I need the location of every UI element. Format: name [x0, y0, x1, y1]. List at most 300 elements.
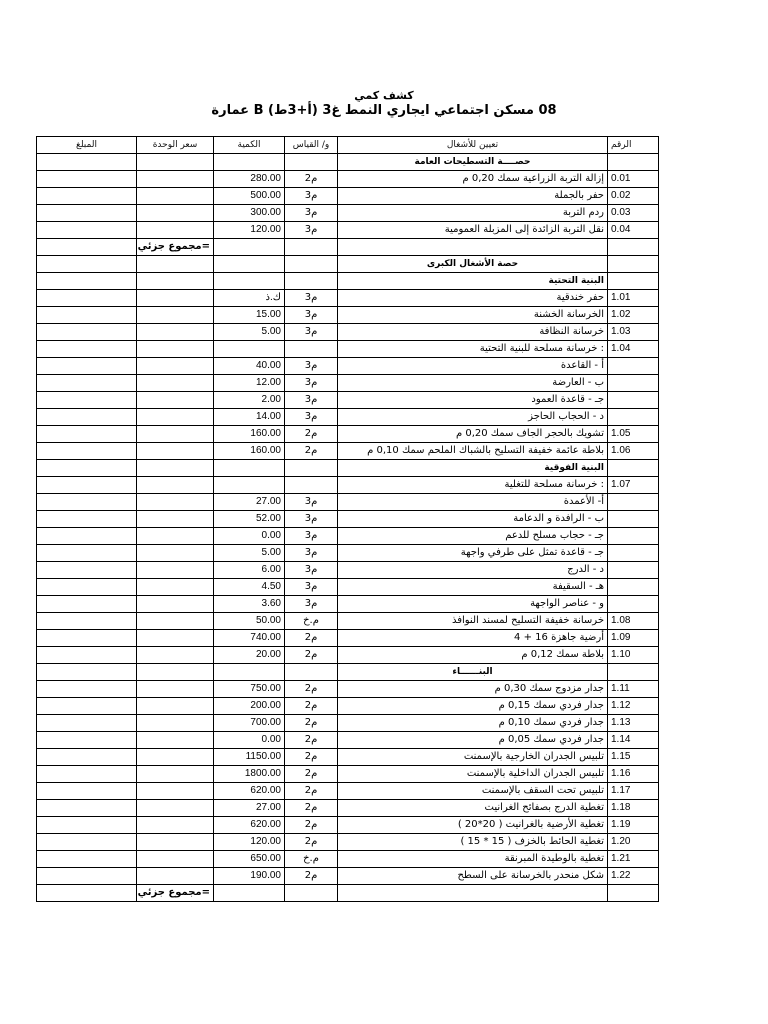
- table-row: [37, 766, 659, 783]
- unit-cell: م2: [285, 647, 338, 664]
- description-cell: أرضية جاهزة 16 + 4: [338, 630, 608, 647]
- unit-cell: م3: [285, 511, 338, 528]
- table-row: [37, 443, 659, 460]
- number-cell: [608, 885, 659, 902]
- number-cell: 0.01: [608, 171, 659, 188]
- description-cell: بلاطة سمك 0,12 م: [338, 647, 608, 664]
- amount-cell: [37, 545, 137, 562]
- quantity-cell: 160.00: [214, 426, 285, 443]
- description-cell: البنية الفوقية: [338, 460, 608, 477]
- number-cell: 1.21: [608, 851, 659, 868]
- number-cell: [608, 596, 659, 613]
- number-cell: [608, 256, 659, 273]
- unit-price-cell: [137, 681, 214, 698]
- subtotal-row: [37, 239, 659, 256]
- unit-price-cell: [137, 426, 214, 443]
- quantity-cell: 750.00: [214, 681, 285, 698]
- description-cell: هـ - السقيفة: [338, 579, 608, 596]
- quantity-cell: 620.00: [214, 817, 285, 834]
- number-cell: [608, 664, 659, 681]
- amount-cell: [37, 222, 137, 239]
- description-cell: د - الدرج: [338, 562, 608, 579]
- description-cell: تغطية الدرج بصفائح الغرانيت: [338, 800, 608, 817]
- unit-price-cell: [137, 545, 214, 562]
- quantity-cell: [214, 341, 285, 358]
- amount-cell: [37, 256, 137, 273]
- number-cell: 0.03: [608, 205, 659, 222]
- description-cell: تغطية بالوطيدة المبرنقة: [338, 851, 608, 868]
- amount-cell: [37, 783, 137, 800]
- number-cell: 1.18: [608, 800, 659, 817]
- number-cell: 1.08: [608, 613, 659, 630]
- unit-cell: م3: [285, 188, 338, 205]
- unit-price-cell: [137, 834, 214, 851]
- number-cell: 1.02: [608, 307, 659, 324]
- unit-cell: م2: [285, 426, 338, 443]
- unit-cell: م2: [285, 630, 338, 647]
- description-cell: تشويك بالحجر الجاف سمك 0,20 م: [338, 426, 608, 443]
- quantity-cell: 190.00: [214, 868, 285, 885]
- unit-price-cell: [137, 494, 214, 511]
- number-cell: [608, 392, 659, 409]
- table-row: [37, 426, 659, 443]
- amount-cell: [37, 528, 137, 545]
- number-cell: 1.10: [608, 647, 659, 664]
- table-row: [37, 613, 659, 630]
- quantity-cell: 40.00: [214, 358, 285, 375]
- unit-price-cell: [137, 800, 214, 817]
- description-cell: و - عناصر الواجهة: [338, 596, 608, 613]
- amount-cell: [37, 749, 137, 766]
- number-cell: 1.14: [608, 732, 659, 749]
- unit-price-cell: [137, 783, 214, 800]
- quantity-cell: 0.00: [214, 732, 285, 749]
- unit-cell: م3: [285, 324, 338, 341]
- unit-price-cell: [137, 817, 214, 834]
- quantity-cell: 280.00: [214, 171, 285, 188]
- description-cell: تغطية الأرضية بالغرانيت ( 20*20 ): [338, 817, 608, 834]
- amount-cell: [37, 171, 137, 188]
- unit-price-cell: [137, 443, 214, 460]
- amount-cell: [37, 579, 137, 596]
- unit-cell: م3: [285, 290, 338, 307]
- unit-price-cell: [137, 290, 214, 307]
- document-title: كشف كمي: [354, 89, 414, 102]
- amount-cell: [37, 409, 137, 426]
- header-number: الرقم: [608, 137, 659, 154]
- description-cell: حفر بالجملة: [338, 188, 608, 205]
- number-cell: [608, 154, 659, 171]
- unit-cell: [285, 341, 338, 358]
- number-cell: [608, 579, 659, 596]
- unit-cell: م2: [285, 171, 338, 188]
- number-cell: [608, 545, 659, 562]
- unit-cell: م2: [285, 715, 338, 732]
- number-cell: [608, 409, 659, 426]
- unit-price-cell: [137, 375, 214, 392]
- table-row: [37, 749, 659, 766]
- table-row: [37, 868, 659, 885]
- quantity-cell: 0.00: [214, 528, 285, 545]
- table-row: [37, 783, 659, 800]
- unit-price-cell: [137, 409, 214, 426]
- table-row: [37, 222, 659, 239]
- unit-price-cell: [137, 732, 214, 749]
- amount-cell: [37, 324, 137, 341]
- unit-cell: م3: [285, 222, 338, 239]
- unit-price-cell: [137, 154, 214, 171]
- table-row: [37, 817, 659, 834]
- table-row: [37, 528, 659, 545]
- unit-cell: م2: [285, 766, 338, 783]
- table-row: [37, 341, 659, 358]
- unit-cell: م3: [285, 494, 338, 511]
- quantity-cell: 52.00: [214, 511, 285, 528]
- number-cell: 1.07: [608, 477, 659, 494]
- unit-cell: [285, 885, 338, 902]
- header-quantity: الكمية: [214, 137, 285, 154]
- header-description: تعيين للأشغال: [338, 137, 608, 154]
- amount-cell: [37, 443, 137, 460]
- number-cell: 1.01: [608, 290, 659, 307]
- number-cell: [608, 460, 659, 477]
- quantity-cell: 120.00: [214, 834, 285, 851]
- number-cell: [608, 494, 659, 511]
- unit-cell: م2: [285, 783, 338, 800]
- quantity-cell: 15.00: [214, 307, 285, 324]
- amount-cell: [37, 205, 137, 222]
- table-row: [37, 698, 659, 715]
- section-header-row: [37, 256, 659, 273]
- quantity-cell: 5.00: [214, 545, 285, 562]
- number-cell: [608, 273, 659, 290]
- quantity-cell: [214, 239, 285, 256]
- quantity-cell: [214, 460, 285, 477]
- amount-cell: [37, 426, 137, 443]
- quantity-cell: [214, 154, 285, 171]
- amount-cell: [37, 511, 137, 528]
- unit-price-cell: [137, 698, 214, 715]
- unit-price-cell: [137, 613, 214, 630]
- number-cell: 1.06: [608, 443, 659, 460]
- quantity-cell: 12.00: [214, 375, 285, 392]
- table-row: [37, 392, 659, 409]
- unit-price-cell: [137, 358, 214, 375]
- description-cell: جـ - قاعدة العمود: [338, 392, 608, 409]
- unit-cell: م2: [285, 443, 338, 460]
- number-cell: [608, 375, 659, 392]
- unit-cell: م3: [285, 596, 338, 613]
- table-row: [37, 477, 659, 494]
- unit-cell: [285, 256, 338, 273]
- quantity-cell: 27.00: [214, 800, 285, 817]
- description-cell: إزالة التربة الزراعية سمك 0,20 م: [338, 171, 608, 188]
- amount-cell: [37, 375, 137, 392]
- quantity-cell: [214, 885, 285, 902]
- unit-cell: م3: [285, 392, 338, 409]
- number-cell: 1.03: [608, 324, 659, 341]
- amount-cell: [37, 273, 137, 290]
- number-cell: 1.17: [608, 783, 659, 800]
- table-row: [37, 596, 659, 613]
- unit-price-cell: [137, 528, 214, 545]
- unit-price-cell: [137, 460, 214, 477]
- unit-cell: م3: [285, 358, 338, 375]
- unit-cell: [285, 477, 338, 494]
- amount-cell: [37, 834, 137, 851]
- unit-cell: م3: [285, 579, 338, 596]
- document-subtitle: 08 مسكن اجتماعي ايجاري النمط غ3 (أ+3ط) B عمارة: [211, 103, 557, 118]
- unit-cell: م3: [285, 528, 338, 545]
- unit-cell: [285, 460, 338, 477]
- subtotal-row: [37, 885, 659, 902]
- unit-price-cell: [137, 851, 214, 868]
- number-cell: 0.04: [608, 222, 659, 239]
- number-cell: [608, 562, 659, 579]
- subsection-row: [37, 273, 659, 290]
- unit-price-cell: [137, 273, 214, 290]
- number-cell: 0.02: [608, 188, 659, 205]
- table-row: [37, 834, 659, 851]
- description-cell: تلبيس الجدران الداخلية بالإسمنت: [338, 766, 608, 783]
- unit-cell: م3: [285, 545, 338, 562]
- unit-cell: [285, 273, 338, 290]
- table-row: [37, 851, 659, 868]
- amount-cell: [37, 613, 137, 630]
- unit-cell: م2: [285, 834, 338, 851]
- unit-price-cell: =مجموع جزئي: [137, 885, 214, 902]
- table-row: [37, 324, 659, 341]
- table-row: [37, 511, 659, 528]
- unit-price-cell: [137, 579, 214, 596]
- table-row: [37, 800, 659, 817]
- table-row: [37, 307, 659, 324]
- table-row: [37, 375, 659, 392]
- quantity-cell: 3.60: [214, 596, 285, 613]
- quantity-cell: 6.00: [214, 562, 285, 579]
- unit-price-cell: [137, 392, 214, 409]
- description-cell: البنية التحتية: [338, 273, 608, 290]
- amount-cell: [37, 715, 137, 732]
- unit-cell: م3: [285, 205, 338, 222]
- unit-price-cell: [137, 511, 214, 528]
- table-row: [37, 562, 659, 579]
- unit-cell: م3: [285, 375, 338, 392]
- number-cell: 1.09: [608, 630, 659, 647]
- unit-cell: م3: [285, 307, 338, 324]
- table-row: [37, 545, 659, 562]
- number-cell: 1.04: [608, 341, 659, 358]
- quantity-cell: 200.00: [214, 698, 285, 715]
- table-row: [37, 290, 659, 307]
- description-cell: حصــــة التسطيحات العامة: [338, 154, 608, 171]
- table-row: [37, 681, 659, 698]
- description-cell: البنــــــاء: [338, 664, 608, 681]
- amount-cell: [37, 868, 137, 885]
- unit-price-cell: [137, 477, 214, 494]
- quantity-cell: 740.00: [214, 630, 285, 647]
- description-cell: الخرسانة الخشنة: [338, 307, 608, 324]
- amount-cell: [37, 307, 137, 324]
- unit-cell: م2: [285, 868, 338, 885]
- description-cell: جـ - قاعدة تمثل على طرفي واجهة: [338, 545, 608, 562]
- amount-cell: [37, 885, 137, 902]
- description-cell: جـ - حجاب مسلح للدعم: [338, 528, 608, 545]
- unit-cell: م3: [285, 409, 338, 426]
- unit-price-cell: [137, 868, 214, 885]
- number-cell: [608, 528, 659, 545]
- table-row: [37, 630, 659, 647]
- number-cell: [608, 358, 659, 375]
- number-cell: 1.20: [608, 834, 659, 851]
- amount-cell: [37, 596, 137, 613]
- amount-cell: [37, 647, 137, 664]
- description-cell: جدار مزدوج سمك 0,30 م: [338, 681, 608, 698]
- number-cell: 1.11: [608, 681, 659, 698]
- amount-cell: [37, 188, 137, 205]
- amount-cell: [37, 239, 137, 256]
- header-unit-price: سعر الوحدة: [137, 137, 214, 154]
- number-cell: 1.22: [608, 868, 659, 885]
- unit-cell: م2: [285, 817, 338, 834]
- description-cell: شكل منحدر بالخرسانة على السطح: [338, 868, 608, 885]
- description-cell: : خرسانة مسلحة للتغلية: [338, 477, 608, 494]
- subsection-row: [37, 460, 659, 477]
- unit-price-cell: [137, 341, 214, 358]
- amount-cell: [37, 460, 137, 477]
- description-cell: تلبيس الجدران الخارجية بالإسمنت: [338, 749, 608, 766]
- header-unit: و/ القياس: [285, 137, 338, 154]
- amount-cell: [37, 341, 137, 358]
- quantity-cell: 300.00: [214, 205, 285, 222]
- unit-cell: م2: [285, 732, 338, 749]
- unit-price-cell: [137, 188, 214, 205]
- quantity-cell: 650.00: [214, 851, 285, 868]
- quantity-cell: 20.00: [214, 647, 285, 664]
- description-cell: خرسانة خفيفة التسليح لمسند النوافذ: [338, 613, 608, 630]
- section-header-row: [37, 154, 659, 171]
- table-row: [37, 732, 659, 749]
- description-cell: جدار فردي سمك 0,15 م: [338, 698, 608, 715]
- description-cell: : خرسانة مسلحة للبنية التحتية: [338, 341, 608, 358]
- unit-cell: م2: [285, 800, 338, 817]
- unit-cell: م2: [285, 698, 338, 715]
- amount-cell: [37, 494, 137, 511]
- description-cell: جدار فردي سمك 0,10 م: [338, 715, 608, 732]
- table-row: [37, 358, 659, 375]
- unit-price-cell: [137, 749, 214, 766]
- amount-cell: [37, 817, 137, 834]
- description-cell: أ - القاعدة: [338, 358, 608, 375]
- description-cell: بلاطة عائمة خفيفة التسليح بالشباك الملحم سمك 0,10 م: [338, 443, 608, 460]
- description-cell: [338, 239, 608, 256]
- unit-cell: [285, 664, 338, 681]
- quantity-cell: 700.00: [214, 715, 285, 732]
- number-cell: 1.16: [608, 766, 659, 783]
- description-cell: تغطية الحائط بالخزف ( 15 * 15 ): [338, 834, 608, 851]
- unit-price-cell: [137, 324, 214, 341]
- section-header-row: [37, 664, 659, 681]
- unit-price-cell: [137, 715, 214, 732]
- amount-cell: [37, 681, 137, 698]
- unit-price-cell: [137, 664, 214, 681]
- quantity-cell: 620.00: [214, 783, 285, 800]
- quantity-cell: [214, 477, 285, 494]
- unit-price-cell: [137, 630, 214, 647]
- amount-cell: [37, 766, 137, 783]
- unit-price-cell: [137, 205, 214, 222]
- description-cell: حصة الأشغال الكبرى: [338, 256, 608, 273]
- amount-cell: [37, 154, 137, 171]
- table-row: [37, 409, 659, 426]
- amount-cell: [37, 477, 137, 494]
- unit-price-cell: [137, 562, 214, 579]
- number-cell: 1.15: [608, 749, 659, 766]
- unit-price-cell: [137, 307, 214, 324]
- number-cell: 1.19: [608, 817, 659, 834]
- number-cell: 1.05: [608, 426, 659, 443]
- amount-cell: [37, 630, 137, 647]
- description-cell: د - الحجاب الحاجز: [338, 409, 608, 426]
- unit-price-cell: =مجموع جزئي: [137, 239, 214, 256]
- description-cell: ردم التربة: [338, 205, 608, 222]
- number-cell: 1.12: [608, 698, 659, 715]
- table-row: [37, 494, 659, 511]
- description-cell: جدار فردي سمك 0,05 م: [338, 732, 608, 749]
- description-cell: خرسانة النظافة: [338, 324, 608, 341]
- table-row: [37, 647, 659, 664]
- description-cell: [338, 885, 608, 902]
- quantity-cell: [214, 273, 285, 290]
- description-cell: تلبيس تحت السقف بالإسمنت: [338, 783, 608, 800]
- amount-cell: [37, 392, 137, 409]
- unit-price-cell: [137, 222, 214, 239]
- number-cell: [608, 239, 659, 256]
- description-cell: نقل التربة الزائدة إلى المزبلة العمومية: [338, 222, 608, 239]
- unit-price-cell: [137, 766, 214, 783]
- number-cell: 1.13: [608, 715, 659, 732]
- number-cell: [608, 511, 659, 528]
- quantity-cell: ك.ذ: [214, 290, 285, 307]
- quantity-cell: 1150.00: [214, 749, 285, 766]
- quantity-cell: 160.00: [214, 443, 285, 460]
- unit-cell: م3: [285, 562, 338, 579]
- unit-cell: [285, 239, 338, 256]
- unit-cell: م2: [285, 749, 338, 766]
- unit-price-cell: [137, 596, 214, 613]
- amount-cell: [37, 562, 137, 579]
- quantity-cell: 27.00: [214, 494, 285, 511]
- table-row: [37, 715, 659, 732]
- table-row: [37, 579, 659, 596]
- quantity-cell: 500.00: [214, 188, 285, 205]
- quantity-cell: [214, 256, 285, 273]
- quantity-table: [36, 136, 659, 902]
- amount-cell: [37, 851, 137, 868]
- description-cell: حفر خندقية: [338, 290, 608, 307]
- amount-cell: [37, 800, 137, 817]
- header-amount: المبلغ: [37, 137, 137, 154]
- amount-cell: [37, 664, 137, 681]
- unit-price-cell: [137, 171, 214, 188]
- unit-price-cell: [137, 647, 214, 664]
- unit-price-cell: [137, 256, 214, 273]
- quantity-cell: 2.00: [214, 392, 285, 409]
- table-row: [37, 205, 659, 222]
- quantity-cell: 4.50: [214, 579, 285, 596]
- amount-cell: [37, 732, 137, 749]
- quantity-cell: 14.00: [214, 409, 285, 426]
